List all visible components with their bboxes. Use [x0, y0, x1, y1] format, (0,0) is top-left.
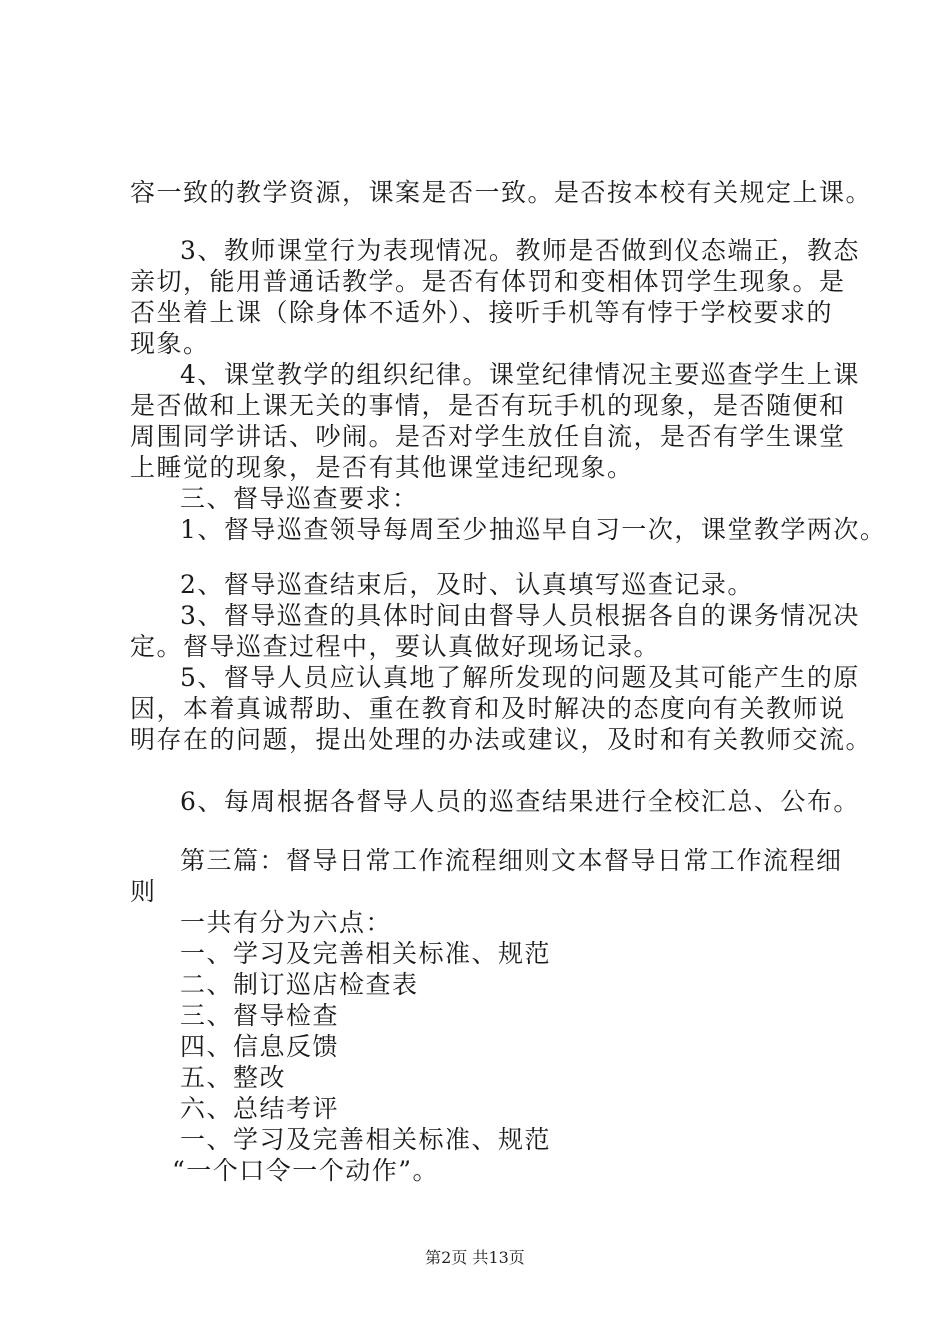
list-item: 五、整改: [180, 1063, 287, 1092]
body-line: “一个口令一个动作”。: [172, 1156, 440, 1185]
body-line: 上睡觉的现象，是否有其他课堂违纪现象。: [130, 453, 634, 482]
body-line: 2、督导巡查结束后，及时、认真填写巡查记录。: [180, 570, 754, 599]
body-line: 4、课堂教学的组织纪律。课堂纪律情况主要巡查学生上课: [180, 360, 860, 389]
body-line: 因，本着真诚帮助、重在教育和及时解决的态度向有关教师说: [130, 694, 846, 723]
body-line: 否坐着上课（除身体不适外）、接听手机等有悖于学校要求的: [130, 298, 834, 327]
body-line: 现象。: [130, 329, 210, 358]
list-item: 二、制订巡店检查表: [180, 970, 419, 999]
page-number-footer: 第2页 共13页: [425, 1248, 525, 1267]
chapter-heading: 第三篇：督导日常工作流程细则文本督导日常工作流程细: [180, 846, 843, 875]
list-item: 一、学习及完善相关标准、规范: [180, 939, 552, 968]
body-line: 一共有分为六点：: [180, 908, 393, 937]
body-line: 3、督导巡查的具体时间由督导人员根据各自的课务情况决: [180, 601, 860, 630]
body-line: 是否做和上课无关的事情，是否有玩手机的现象，是否随便和: [130, 391, 846, 420]
body-line: 定。督导巡查过程中，要认真做好现场记录。: [130, 632, 661, 661]
body-line: 容一致的教学资源，课案是否一致。是否按本校有关规定上课。: [130, 178, 873, 207]
body-line: 6、每周根据各督导人员的巡查结果进行全校汇总、公布。: [180, 787, 860, 816]
body-line: 1、督导巡查领导每周至少抽巡早自习一次，课堂教学两次。: [180, 515, 887, 544]
list-item: 四、信息反馈: [180, 1032, 340, 1061]
body-line: 明存在的问题，提出处理的办法或建议，及时和有关教师交流。: [130, 725, 873, 754]
list-item: 六、总结考评: [180, 1094, 340, 1123]
section-heading: 一、学习及完善相关标准、规范: [180, 1125, 552, 1154]
body-line: 5、督导人员应认真地了解所发现的问题及其可能产生的原: [180, 663, 860, 692]
body-line: 亲切，能用普通话教学。是否有体罚和变相体罚学生现象。是: [130, 267, 846, 296]
section-heading: 三、督导巡查要求：: [180, 484, 419, 513]
chapter-heading: 则: [130, 877, 157, 906]
list-item: 三、督导检查: [180, 1001, 340, 1030]
body-line: 周围同学讲话、吵闹。是否对学生放任自流，是否有学生课堂: [130, 422, 846, 451]
body-line: 3、教师课堂行为表现情况。教师是否做到仪态端正，教态: [180, 236, 860, 265]
